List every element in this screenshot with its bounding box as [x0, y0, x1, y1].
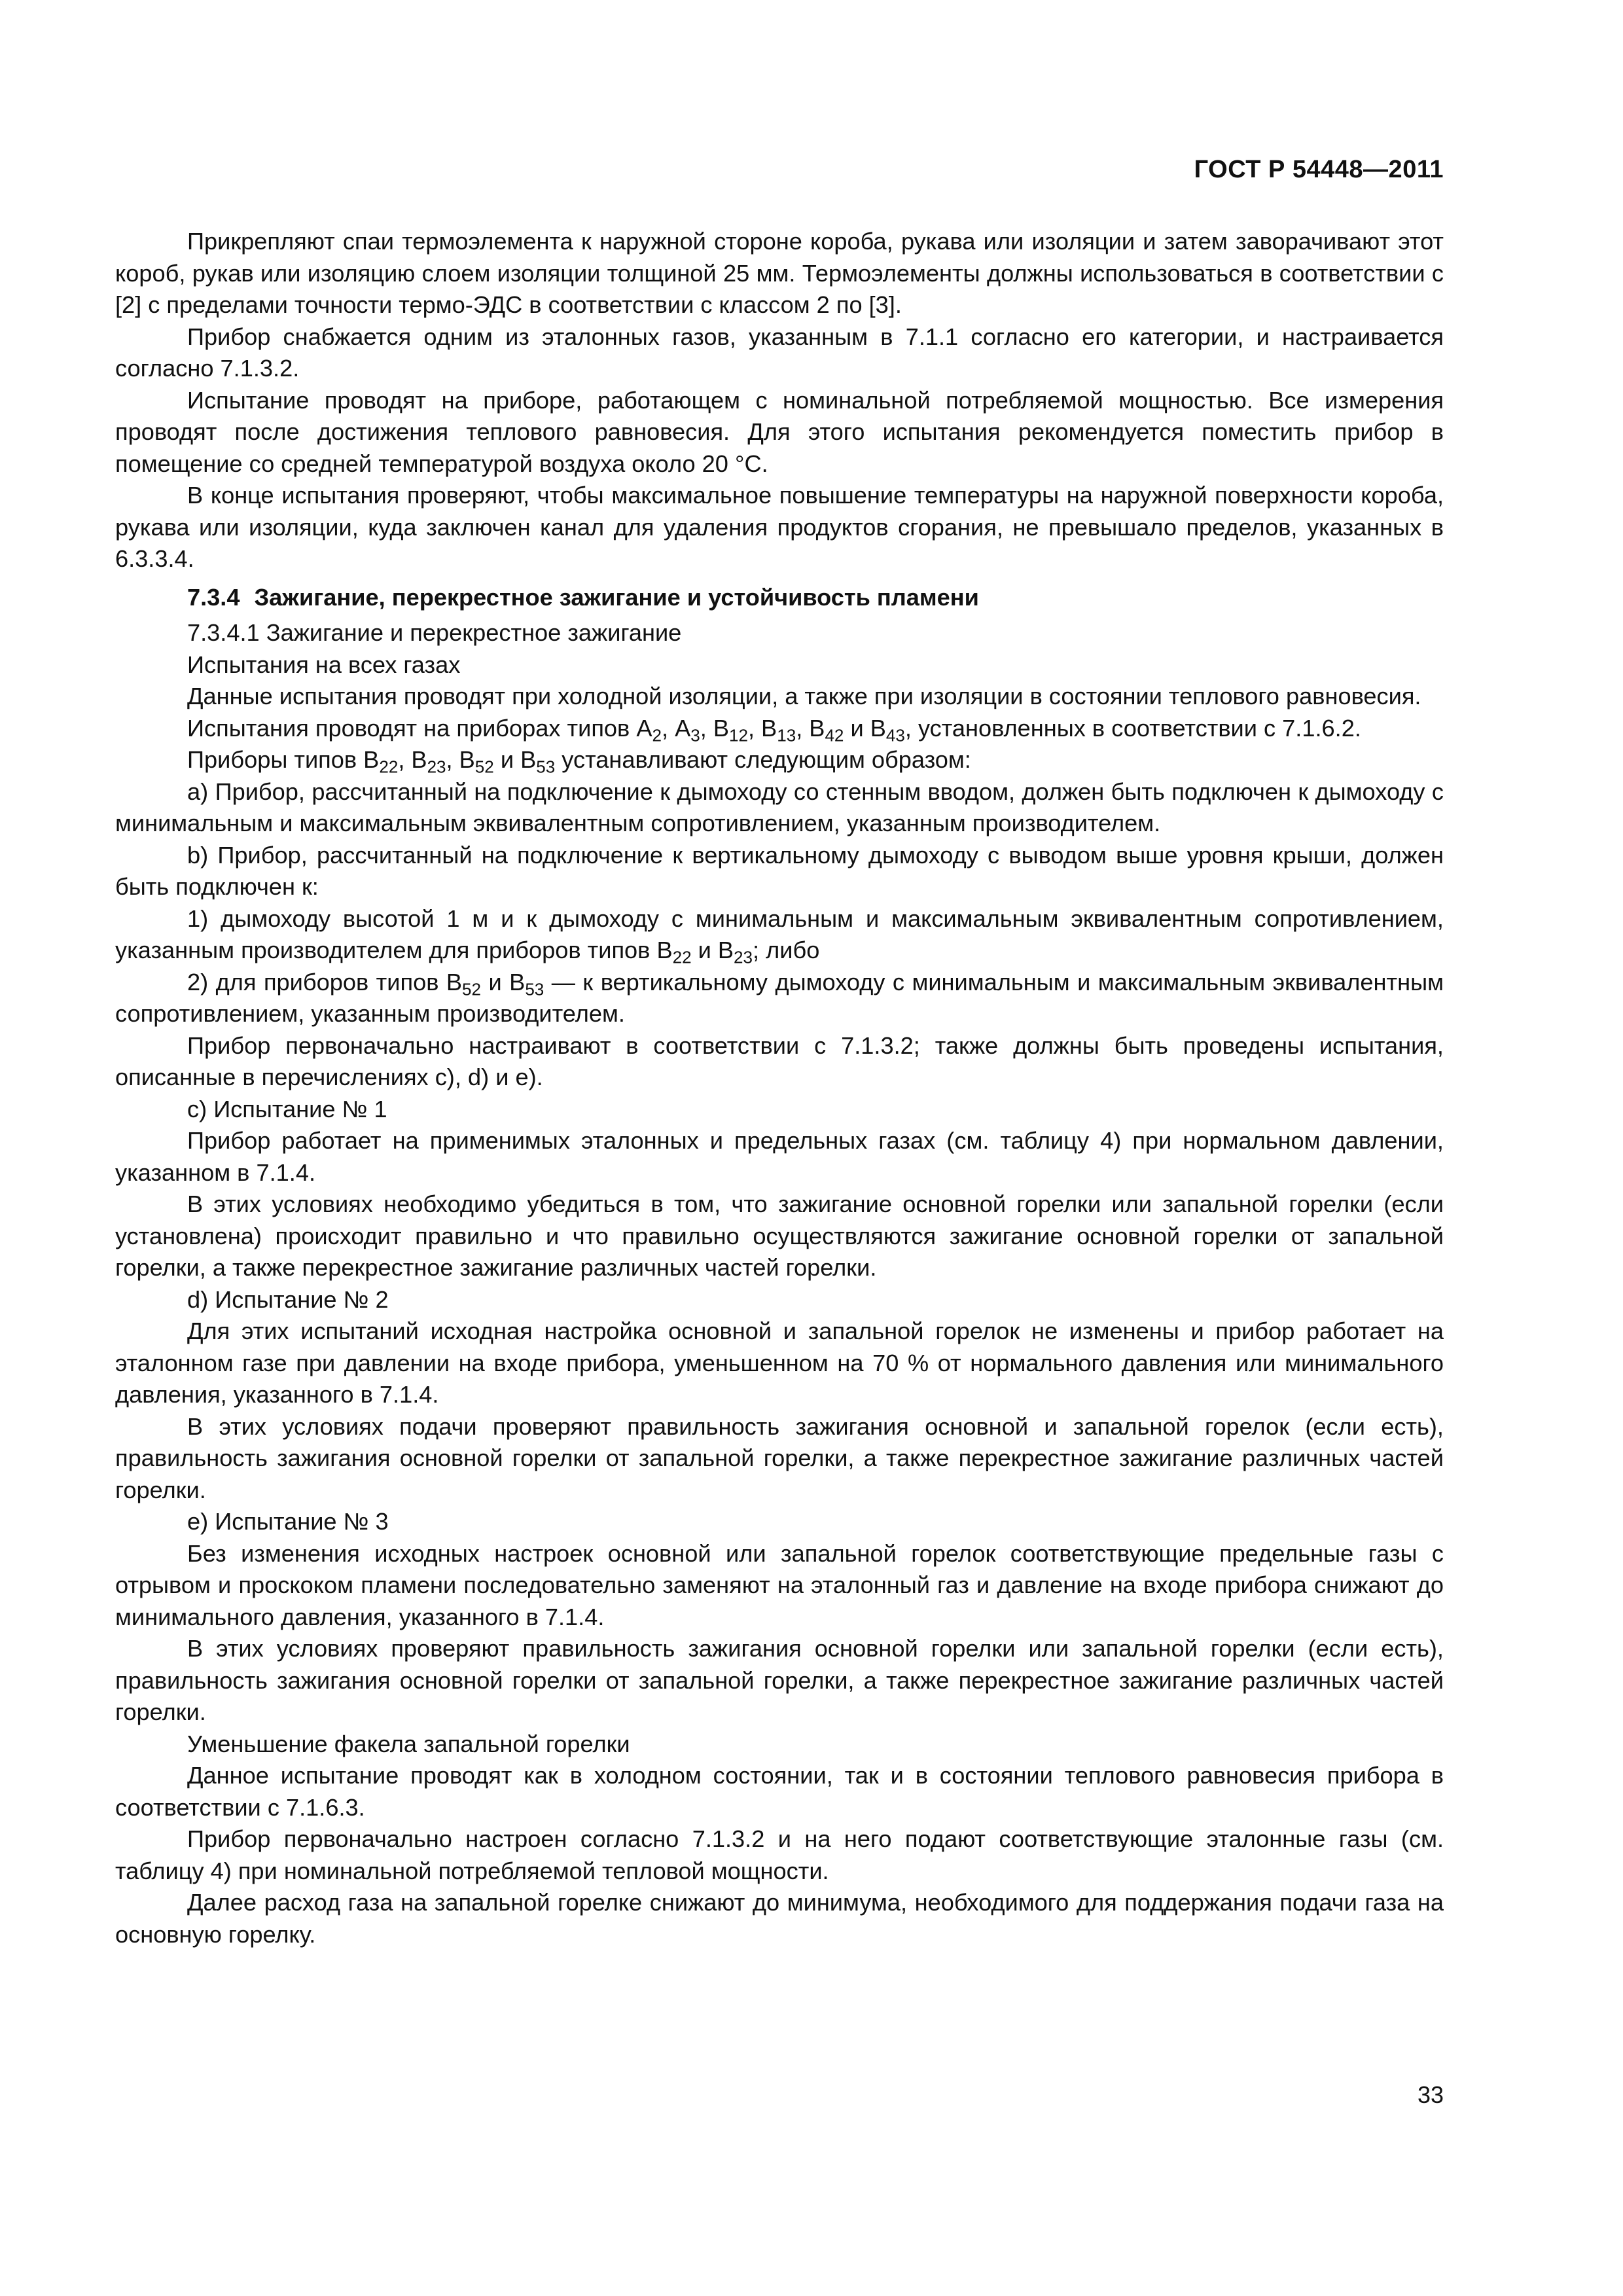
paragraph: Прибор снабжается одним из эталонных газов, указанным в 7.1.1 согласно его категории, и настраивается согласно 7.1.3.2.	[115, 323, 1444, 382]
list-item: a) Прибор, рассчитанный на подключение к дымоходу со стенным вводом, должен быть подключен к дымоходу с минимальным и максимальным эквивалентным сопротивлением, указанным производителем.	[115, 778, 1444, 836]
list-item: b) Прибор, рассчитанный на подключение к вертикальному дымоходу с выводом выше уровня крыши, должен быть подключен к:	[115, 841, 1444, 900]
paragraph: В этих условиях проверяют правильность зажигания основной горелки или запальной горелки (если есть), правильность зажигания основной горелки от запальной горелки, а также перекрестное зажигание различных частей горелки.	[115, 1635, 1444, 1725]
paragraph: В этих условиях подачи проверяют правильность зажигания основной и запальной горелок (если есть), правильность зажигания основной горелки от запальной горелки, а также перекрестное зажигание различных частей горелки.	[115, 1412, 1444, 1503]
list-item: c) Испытание № 1	[187, 1095, 387, 1122]
paragraph: Без изменения исходных настроек основной или запальной горелок соответствующие предельные газы с отрывом и проскоком пламени последовательно заменяют на эталонный газ и давление на входе прибора снижают до минимального давления, указанного в 7.1.4.	[115, 1539, 1444, 1630]
section-heading	[115, 582, 1444, 614]
subsection-title: 7.3.4.1 Зажигание и перекрестное зажигание	[187, 619, 682, 646]
paragraph: Для этих испытаний исходная настройка основной и запальной горелок не изменены и прибор работает на эталонном газе при давлении на входе прибора, уменьшенном на 70 % от нормального давления или минимального давления, указанного в 7.1.4.	[115, 1318, 1444, 1408]
section-title: Зажигание, перекрестное зажигание и устойчивость пламени	[254, 583, 979, 611]
list-item: 2) для приборов типов $В_{52}$ и $В_{53}$ — к вертикальному дымоходу с минимальным и максимальным эквивалентным сопротивлением, указанным производителем.	[115, 968, 1444, 1027]
paragraph: В этих условиях необходимо убедиться в том, что зажигание основной горелки или запальной горелки (если установлена) происходит правильно и что правильно осуществляются зажигание основной горелки от запальной горелки, а также перекрестное зажигание различных частей горелки.	[115, 1191, 1444, 1281]
paragraph: Прикрепляют спаи термоэлемента к наружной стороне короба, рукава или изоляции и затем заворачивают этот короб, рукав или изоляцию слоем изоляции толщиной 25 мм. Термоэлементы должны использоваться в соответствии с [2] с пределами точности термо-ЭДС в соответствии с классом 2 по [3].	[115, 228, 1444, 318]
paragraph: Данные испытания проводят при холодной изоляции, а также при изоляции в состоянии теплового равновесия.	[187, 683, 1421, 709]
paragraph: Прибор первоначально настроен согласно 7.1.3.2 и на него подают соответствующие эталонные газы (см. таблицу 4) при номинальной потребляемой тепловой мощности.	[115, 1825, 1444, 1884]
paragraph: Данное испытание проводят как в холодном состоянии, так и в состоянии теплового равновесия прибора в соответствии с 7.1.6.3.	[115, 1762, 1444, 1821]
section-number: 7.3.4	[187, 583, 240, 611]
paragraph: Испытания на всех газах	[187, 651, 461, 678]
paragraph-b-types: Приборы типов $В_{22}$, $В_{23}$, $В_{52}$ и $В_{53}$ устанавливают следующим образом:	[187, 746, 971, 777]
paragraph: Уменьшение факела запальной горелки	[187, 1730, 630, 1757]
document-id-header: ГОСТ Р 54448—2011	[1194, 156, 1444, 183]
list-item: 1) дымоходу высотой 1 м и к дымоходу с минимальным и максимальным эквивалентным сопротивлением, указанным производителем для приборов типов $В_{22}$ и $В_{23}$; либо	[115, 905, 1444, 967]
list-item: e) Испытание № 3	[187, 1508, 389, 1535]
page-number: 33	[1417, 2081, 1444, 2108]
paragraph: Прибор работает на применимых эталонных и предельных газах (см. таблицу 4) при нормальном давлении, указанном в 7.1.4.	[115, 1127, 1444, 1186]
document-body	[115, 226, 1444, 1950]
paragraph-appliance-types: Испытания проводят на приборах типов $А_2$, $А_3$, $В_{12}$, $В_{13}$, $В_{42}$ и $В_{43}$, установленных в соответствии с 7.1.6.2.	[187, 714, 1361, 745]
paragraph: Далее расход газа на запальной горелке снижают до минимума, необходимого для поддержания подачи газа на основную горелку.	[115, 1889, 1444, 1948]
list-item: d) Испытание № 2	[187, 1285, 389, 1313]
paragraph: Испытание проводят на приборе, работающем с номинальной потребляемой мощностью. Все измерения проводят после достижения теплового равновесия. Для этого испытания рекомендуется поместить прибор в помещение со средней температурой воздуха около 20 °С.	[115, 386, 1444, 477]
paragraph: Прибор первоначально настраивают в соответствии с 7.1.3.2; также должны быть проведены испытания, описанные в перечислениях с), d) и е).	[115, 1031, 1444, 1090]
paragraph: В конце испытания проверяют, чтобы максимальное повышение температуры на наружной поверхности короба, рукава или изоляции, куда заключен канал для удаления продуктов сгорания, не превышало пределов, указанных в 6.3.3.4.	[115, 482, 1444, 572]
